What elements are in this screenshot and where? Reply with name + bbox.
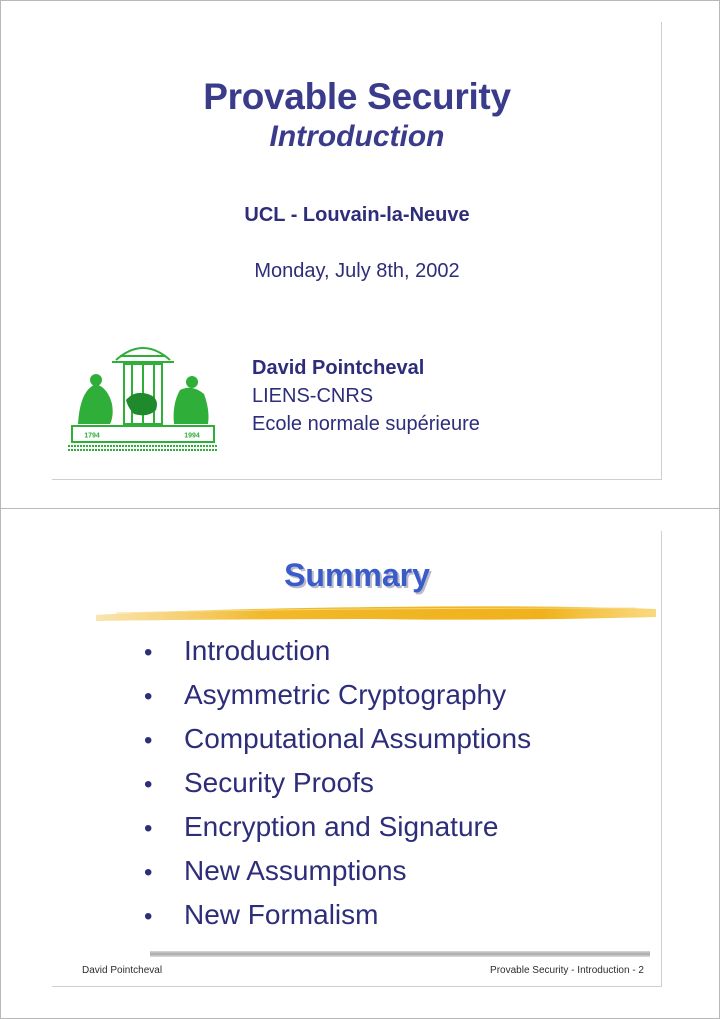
logo-year-left: 1794 [84,432,100,440]
ens-logo-icon [68,334,218,458]
list-item [144,849,531,893]
footer-author: David Pointcheval [82,965,163,976]
venue-text: UCL - Louvain-la-Neuve [244,204,470,226]
list-item [144,761,531,805]
bullet-icon: • [144,859,153,886]
list-item-label: Introduction [184,635,331,666]
slide-border-bottom [52,986,662,987]
list-item-label: Computational Assumptions [184,723,532,754]
list-item [144,629,531,673]
title-slide [52,22,662,480]
page-separator [0,508,720,509]
slide-subtitle: Introduction [269,120,445,153]
bullet-icon: • [144,903,153,930]
list-item [144,893,531,937]
list-item-label: New Formalism [184,899,379,930]
bullet-icon: • [144,727,153,754]
footer-divider [150,951,650,957]
list-item [144,805,531,849]
bullet-icon: • [144,815,153,842]
slide-border-right [661,531,662,987]
summary-slide [52,531,662,987]
list-item-label: Security Proofs [184,767,374,798]
list-item [144,717,531,761]
slide-title: Provable Security [203,76,511,117]
bullet-icon: • [144,683,153,710]
slide-border-bottom [52,479,662,480]
footer-page-info: Provable Security - Introduction - 2 [490,965,644,976]
author-block [252,354,480,438]
list-item-label: New Assumptions [184,855,407,886]
bullet-icon: • [144,639,153,666]
author-name: David Pointcheval [252,357,425,379]
logo-year-right: 1994 [184,432,200,440]
list-item [144,673,531,717]
list-item-label: Encryption and Signature [184,811,499,842]
date-text: Monday, July 8th, 2002 [254,260,460,282]
author-affiliation-2: Ecole normale supérieure [252,413,480,435]
author-affiliation-1: LIENS-CNRS [252,385,374,407]
summary-list [144,629,531,937]
highlighter-stroke-icon [96,599,656,625]
summary-title: Summary [284,557,430,593]
bullet-icon: • [144,771,153,798]
list-item-label: Asymmetric Cryptography [184,679,507,710]
